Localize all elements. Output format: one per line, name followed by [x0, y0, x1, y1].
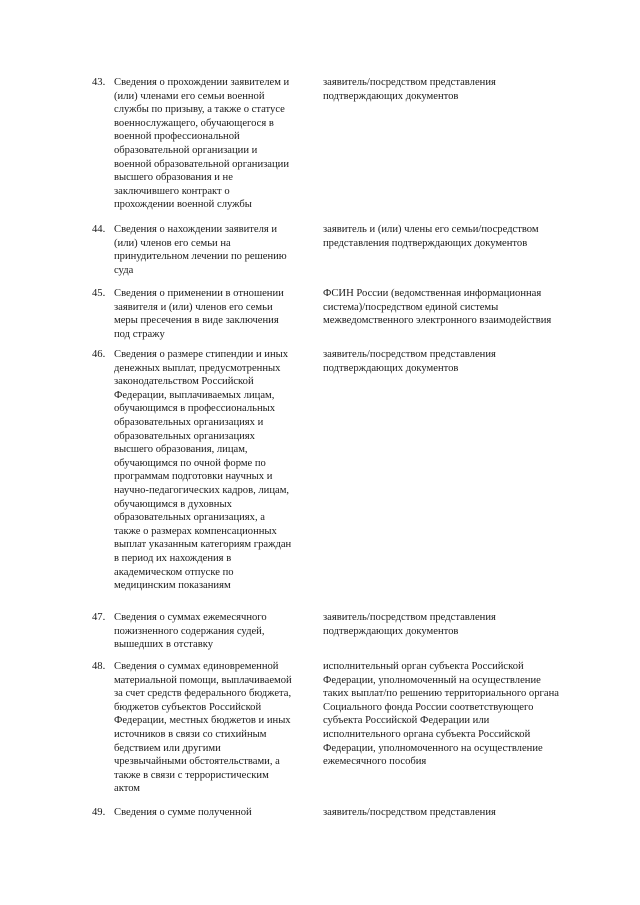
cell-line: таких выплат/по решению территориального органа	[323, 688, 559, 700]
cell-line: также в связи с террористическим	[114, 769, 269, 781]
cell-line: программам подготовки научных и	[114, 471, 273, 483]
information-type-cell	[114, 806, 320, 820]
cell-line: источников в связи со стихийным	[114, 728, 267, 740]
cell-line: подтверждающих документов	[323, 625, 459, 637]
cell-line: Федерации, выплачиваемых лицам,	[114, 389, 275, 401]
cell-line: Федерации, уполномоченный на осуществление	[323, 674, 541, 686]
cell-line: (или) членов его семьи на	[114, 237, 231, 249]
cell-line: медицинским показаниям	[114, 580, 231, 592]
row-number: 44.	[92, 224, 106, 235]
cell-line: чрезвычайными обстоятельствами, а	[114, 756, 280, 768]
cell-line: в период их нахождения в	[114, 552, 232, 564]
row-number: 46.	[92, 349, 106, 360]
cell-line: заявитель/посредством представления	[323, 612, 496, 623]
cell-line: прохождении военной службы	[114, 199, 252, 211]
information-type-cell	[114, 287, 320, 341]
cell-line: заявитель/посредством представления	[323, 349, 496, 360]
cell-line: Сведения о суммах ежемесячного	[114, 612, 267, 623]
cell-line: подтверждающих документов	[323, 90, 459, 102]
cell-line: также о размерах компенсационных	[114, 525, 277, 537]
source-cell	[323, 348, 608, 375]
row-number: 45.	[92, 288, 106, 299]
cell-line: высшего образования, лицам,	[114, 444, 248, 456]
cell-line: образовательной организации и	[114, 144, 258, 156]
information-type-cell	[114, 223, 320, 277]
cell-line: академическом отпуске по	[114, 566, 234, 578]
cell-line: службы по призыву, а также о статусе	[114, 104, 285, 116]
cell-line: под стражу	[114, 328, 165, 340]
cell-line: материальной помощи, выплачиваемой	[114, 674, 292, 686]
cell-line: за счет средств федерального бюджета,	[114, 688, 292, 700]
information-type-cell	[114, 660, 320, 796]
cell-line: законодательством Российской	[114, 376, 254, 388]
cell-line: представления подтверждающих документов	[323, 237, 528, 249]
cell-line: подтверждающих документов	[323, 362, 459, 374]
cell-line: заявителя и (или) членов его семьи	[114, 301, 273, 313]
cell-line: пожизненного содержания судей,	[114, 625, 265, 637]
cell-line: обучающимся в профессиональных	[114, 403, 276, 415]
cell-line: вышедших в отставку	[114, 639, 214, 651]
cell-line: Сведения о суммах единовременной	[114, 661, 279, 672]
source-cell	[323, 660, 608, 769]
source-cell	[323, 223, 608, 250]
cell-line: образовательных организациях и	[114, 416, 264, 428]
row-number: 47.	[92, 612, 106, 623]
row-number: 49.	[92, 807, 106, 818]
cell-line: заявитель/посредством представления	[323, 807, 496, 818]
cell-line: Социального фонда России соответствующего	[323, 701, 534, 713]
cell-line: бюджетов субъектов Российской	[114, 701, 262, 713]
cell-line: заключившего контракт о	[114, 185, 230, 197]
cell-line: заявитель/посредством представления	[323, 77, 496, 88]
cell-line: Сведения о нахождении заявителя и	[114, 224, 278, 235]
source-cell	[323, 287, 608, 328]
source-cell	[323, 611, 608, 638]
cell-line: обучающимся по очной форме по	[114, 457, 266, 469]
cell-line: исполнительного органа субъекта Российской	[323, 728, 531, 740]
cell-line: образовательных организациях	[114, 430, 255, 442]
row-number: 48.	[92, 661, 106, 672]
cell-line: межведомственного электронного взаимодействия	[323, 315, 552, 327]
cell-line: ежемесячного пособия	[323, 756, 427, 768]
row-number: 43.	[92, 77, 106, 88]
cell-line: Сведения о прохождении заявителем и	[114, 77, 290, 88]
cell-line: выплат указанным категориям граждан	[114, 539, 292, 551]
cell-line: высшего образования и не	[114, 172, 233, 184]
cell-line: военнослужащего, обучающегося в	[114, 117, 274, 129]
cell-line: субъекта Российской Федерации или	[323, 715, 490, 727]
source-cell	[323, 806, 608, 820]
cell-line: образовательных организациях, а	[114, 512, 265, 524]
cell-line: Сведения о размере стипендии и иных	[114, 349, 289, 360]
cell-line: меры пресечения в виде заключения	[114, 315, 279, 327]
cell-line: суда	[114, 264, 134, 276]
information-type-cell	[114, 611, 320, 652]
cell-line: Сведения о применении в отношении	[114, 288, 284, 299]
cell-line: Сведения о сумме полученной	[114, 807, 252, 818]
cell-line: ФСИН России (ведомственная информационная	[323, 288, 542, 299]
cell-line: актом	[114, 783, 140, 795]
cell-line: обучающимся в духовных	[114, 498, 232, 510]
cell-line: бедствием или другими	[114, 742, 221, 754]
cell-line: заявитель и (или) члены его семьи/посредством	[323, 224, 539, 235]
cell-line: система)/посредством единой системы	[323, 301, 499, 313]
information-type-cell	[114, 76, 320, 212]
cell-line: научно-педагогических кадров, лицам,	[114, 484, 290, 496]
cell-line: Федерации, уполномоченного на осуществление	[323, 742, 543, 754]
cell-line: исполнительный орган субъекта Российской	[323, 661, 524, 672]
source-cell	[323, 76, 608, 103]
cell-line: Федерации, местных бюджетов и иных	[114, 715, 291, 727]
cell-line: денежных выплат, предусмотренных	[114, 362, 281, 374]
cell-line: (или) членами его семьи военной	[114, 90, 265, 102]
information-type-cell	[114, 348, 320, 593]
cell-line: принудительном лечении по решению	[114, 251, 287, 263]
cell-line: военной профессиональной	[114, 131, 240, 143]
cell-line: военной образовательной организации	[114, 158, 290, 170]
